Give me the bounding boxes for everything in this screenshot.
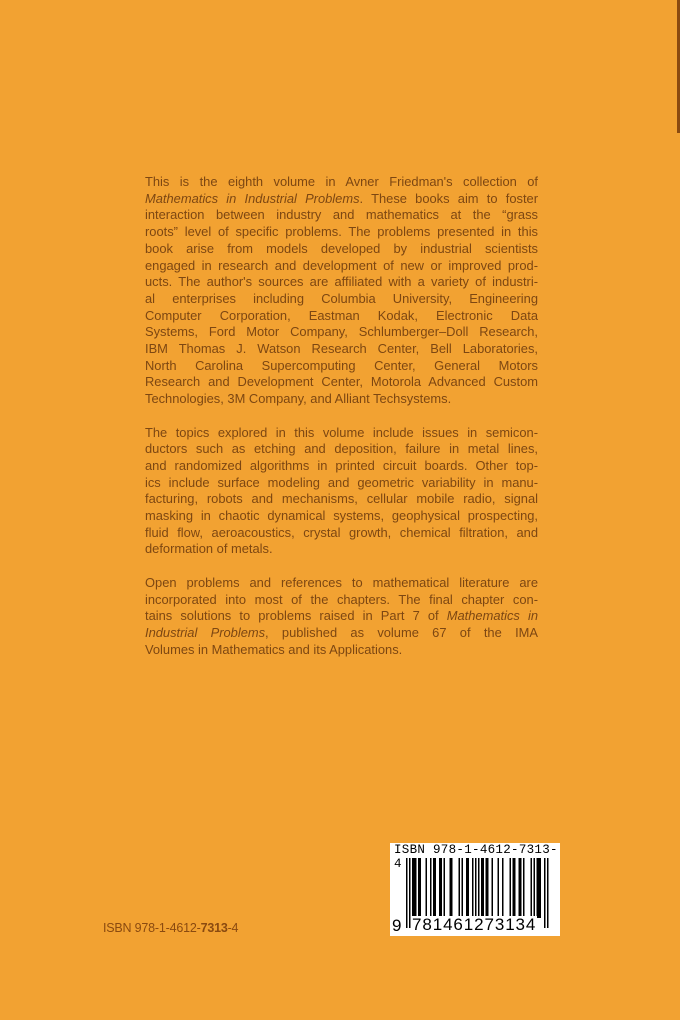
blurb-line: [145, 341, 538, 358]
blurb-text: Volumes in Mathematics and its Applications.: [145, 641, 403, 657]
blurb-line: [145, 308, 538, 325]
blurb-text: . These books aim to foster: [359, 190, 538, 206]
blurb-text: Technologies, 3M Company, and Alliant Techsystems.: [145, 391, 452, 407]
blurb-text: tains solutions to problems raised in Part 7 of: [145, 608, 447, 624]
book-title-italic: Mathematics in Industrial Problems: [145, 190, 360, 206]
blurb-line: [145, 441, 538, 458]
blurb-line: [145, 191, 538, 208]
book-title-italic: Mathematics in: [446, 608, 539, 624]
blurb-line: [145, 207, 538, 224]
blurb-text: al enterprises including Columbia University, Engineering: [145, 290, 538, 306]
blurb-line: [145, 358, 538, 375]
blurb-line: [145, 274, 538, 291]
blurb-line: [145, 608, 538, 625]
blurb-text: roots” level of specific problems. The problems presented in this: [145, 224, 538, 240]
isbn-text: [103, 921, 238, 935]
blurb-text: IBM Thomas J. Watson Research Center, Bell Laboratories,: [145, 341, 538, 357]
blurb-text: ics include surface modeling and geometric variability in manu-: [145, 474, 538, 490]
blurb-text: engaged in research and development of new or improved prod-: [145, 257, 538, 273]
blurb-line: [145, 625, 538, 642]
blurb-text: ductors such as etching and deposition, failure in metal lines,: [145, 441, 538, 457]
blurb-line: [145, 258, 538, 275]
blurb-line: [145, 458, 538, 475]
blurb-text: and randomized algorithms in printed circuit boards. Other top-: [145, 457, 538, 473]
blurb-line: [145, 525, 538, 542]
isbn-prefix: ISBN 978-1-4612-: [103, 921, 201, 935]
blurb-text: interaction between industry and mathematics at the “grass: [145, 207, 538, 223]
blurb-line: [145, 324, 538, 341]
blurb-text: book arise from models developed by industrial scientists: [145, 240, 538, 256]
blurb-text: Systems, Ford Motor Company, Schlumberger–Doll Research,: [145, 324, 538, 340]
barcode-digits: 781461273134: [412, 915, 537, 934]
blurb-text: , published as volume 67 of the IMA: [265, 624, 538, 640]
blurb-text: North Carolina Supercomputing Center, General Motors: [145, 357, 538, 373]
blurb-line: [145, 391, 538, 408]
blurb-text: Open problems and references to mathematical literature are: [145, 574, 538, 590]
barcode-isbn-label: ISBN 978-1-4612-7313-4: [394, 843, 558, 871]
blurb-line: [145, 642, 538, 659]
blurb-line: [145, 374, 538, 391]
blurb-line: [145, 224, 538, 241]
barcode-first-digit: 9: [392, 916, 402, 935]
book-title-italic: Industrial Problems: [145, 624, 266, 640]
blurb-text: masking in chaotic dynamical systems, geophysical prospecting,: [145, 508, 538, 524]
isbn-barcode: [390, 843, 560, 936]
blurb-paragraph: [145, 425, 538, 559]
blurb-text: deformation of metals.: [145, 541, 273, 557]
blurb-line: [145, 425, 538, 442]
blurb-line: [145, 491, 538, 508]
blurb-line: [145, 541, 538, 558]
back-cover-blurb: [145, 174, 538, 675]
blurb-line: [145, 508, 538, 525]
isbn-bold-part: 7313: [200, 921, 228, 935]
blurb-line: [145, 592, 538, 609]
blurb-text: Research and Development Center, Motorola Advanced Custom: [145, 374, 538, 390]
blurb-paragraph: [145, 174, 538, 408]
blurb-paragraph: [145, 575, 538, 659]
blurb-line: [145, 174, 538, 191]
blurb-text: fluid flow, aeroacoustics, crystal growth, chemical filtration, and: [145, 524, 538, 540]
blurb-line: [145, 291, 538, 308]
blurb-line: [145, 575, 538, 592]
blurb-text: Computer Corporation, Eastman Kodak, Electronic Data: [145, 307, 538, 323]
blurb-text: incorporated into most of the chapters. The final chapter con-: [145, 591, 538, 607]
blurb-line: [145, 241, 538, 258]
blurb-text: The topics explored in this volume include issues in semicon-: [145, 424, 538, 440]
isbn-suffix: -4: [227, 921, 239, 935]
blurb-text: ucts. The author's sources are affiliated with a variety of industri-: [145, 274, 538, 290]
blurb-text: This is the eighth volume in Avner Friedman's collection of: [145, 174, 538, 189]
blurb-text: facturing, robots and mechanisms, cellular mobile radio, signal: [145, 491, 538, 507]
blurb-line: [145, 475, 538, 492]
